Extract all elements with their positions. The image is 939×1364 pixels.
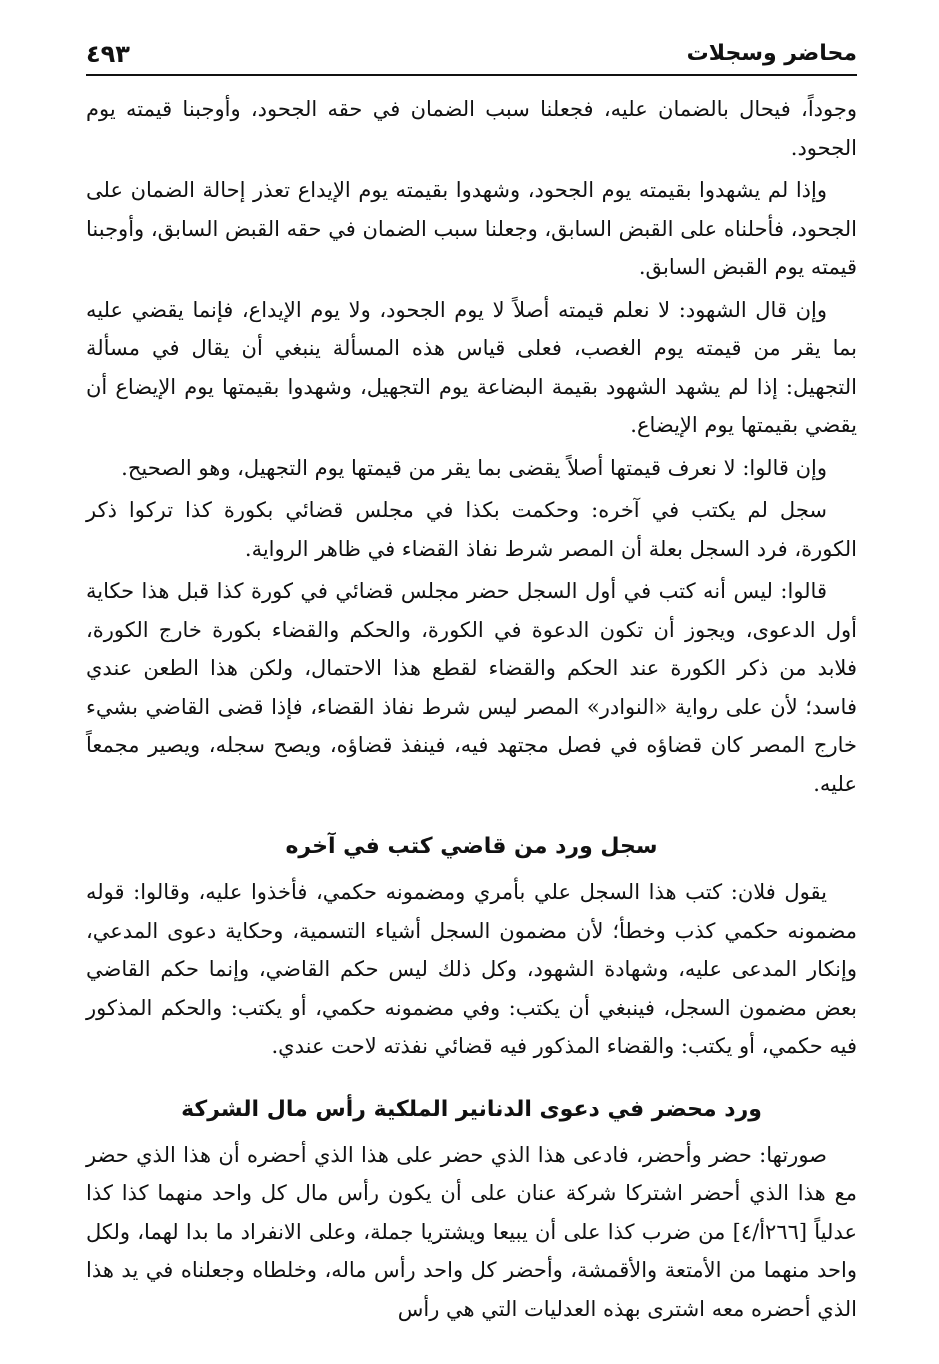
paragraph: وإن قال الشهود: لا نعلم قيمته أصلاً لا يوم الجحود، ولا يوم الإيداع، فإنما يقضي عليه بما يقر من قيمته يوم الغصب، فعلى قياس هذه المسألة ينبغي أن يقال في مسألة التجهيل: إذا لم يشهد الشهود بقيمة البضاعة يوم التجهيل، وشهدوا بقيمتها يوم الإيضاع أن يقضي بقيمتها يوم الإيضاع.: [86, 297, 857, 437]
paragraph: يقول فلان: كتب هذا السجل علي بأمري ومضمونه حكمي، فأخذوا عليه، وقالوا: قوله مضمونه حكمي كذب وخطأ؛ لأن مضمون السجل أشياء التسمية، وحكاية دعوى المدعي، وإنكار المدعى عليه، وشهادة الشهود، وكل ذلك ليس حكم القاضي، وإنما حكم القاضي بعض مضمون السجل، فينبغي أن يكتب: وفي مضمونه حكمي، أو يكتب: والحكم المذكور فيه حكمي، أو يكتب: والقضاء المذكور فيه قضائي نفذته لاحت عندي.: [86, 880, 857, 1058]
paragraph: سجل لم يكتب في آخره: وحكمت بكذا في مجلس قضائي بكورة كذا تركوا ذكر الكورة، فرد السجل بعلة أن المصر شرط نفاذ القضاء في ظاهر الرواية.: [86, 498, 857, 561]
running-title: محاضر وسجلات: [686, 41, 857, 66]
section-heading: سجل ورد من قاضي كتب في آخره: [285, 834, 658, 859]
paragraph: قالوا: ليس أنه كتب في أول السجل حضر مجلس قضائي في كورة كذا قبل هذا حكاية أول الدعوى، ويجوز أن تكون الدعوة في الكورة، والحكم والقضاء بكورة خارج الكورة، فلابد من ذكر الكورة عند الحكم والقضاء لقطع هذا الاحتمال، ولكن هذا الطعن عندي فاسد؛ لأن على رواية «النوادر» المصر ليس شرط نفاذ القضاء، فإذا قضى القاضي بشيء خارج المصر كان قضاؤه في فصل مجتهد فيه، فينفذ قضاؤه، ويصح سجله، ويصير مجمعاً عليه.: [86, 579, 857, 796]
paragraph: وإن قالوا: لا نعرف قيمتها أصلاً يقضى بما يقر من قيمتها يوم التجهيل، وهو الصحيح.: [121, 455, 827, 480]
paragraph: وجوداً، فيحال بالضمان عليه، فجعلنا سبب الضمان في حقه الجحود، وأوجبنا قيمته يوم الجحود.: [86, 97, 857, 160]
paragraph: صورتها: حضر وأحضر، فادعى هذا الذي حضر على هذا الذي أحضره أن هذا الذي حضر مع هذا الذي أحضر اشتركا شركة عنان على أن يكون رأس مال كل واحد منهما كذا كذا عدلياً [٢٦٦أ/٤] من ضرب كذا على أن يبيعا ويشتريا جملة، وعلى الانفراد ما بدا لهما، ولكل واحد منهما من الأمتعة والأقمشة، وأحضر كل واحد رأس ماله، وخلطاه وجعلناه في يد هذا الذي أحضره معه اشترى بهذه العدليات التي هي رأس: [86, 1142, 857, 1321]
section-heading: ورد محضر في دعوى الدنانير الملكية رأس مال الشركة: [181, 1096, 762, 1122]
page-body: [86, 90, 857, 1328]
paragraph: وإذا لم يشهدوا بقيمته يوم الجحود، وشهدوا بقيمته يوم الإيداع تعذر إحالة الضمان على الجحود، فأحلناه على القبض السابق، وجعلنا سبب الضمان في حقه القبض السابق، وأوجبنا قيمته يوم القبض السابق.: [86, 178, 857, 279]
page-number: ٤٩٣: [86, 40, 130, 68]
running-header: [86, 30, 857, 76]
